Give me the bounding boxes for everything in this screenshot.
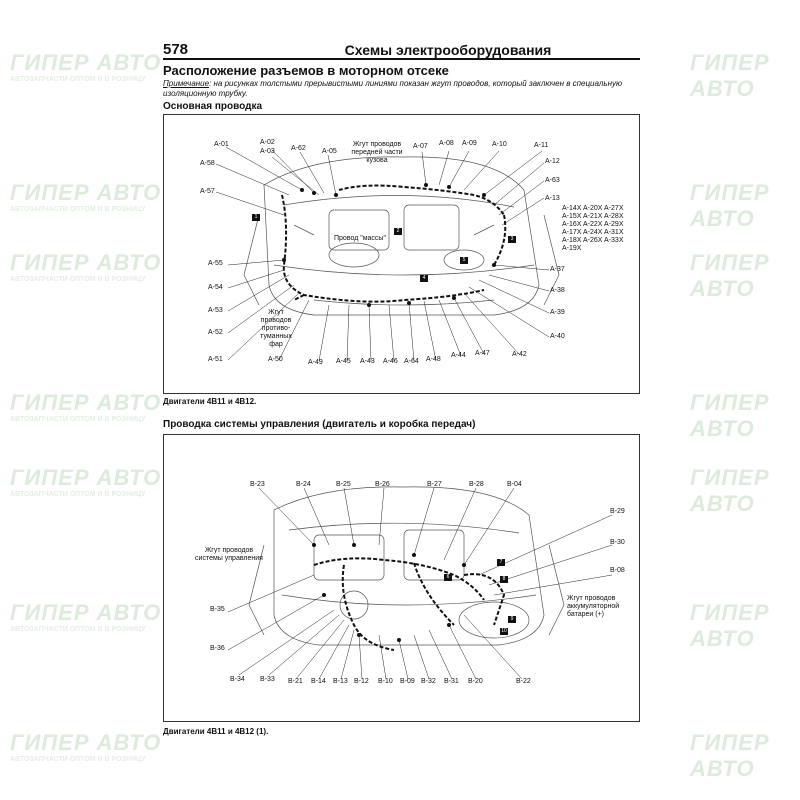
- connector-label: B-22: [516, 678, 531, 685]
- connector-label: A-44: [451, 352, 466, 359]
- watermark: ГИПЕР АВТО: [690, 50, 770, 101]
- connector-label: B-20: [468, 678, 483, 685]
- watermark: ГИПЕР АВТО: [690, 600, 770, 651]
- watermark: ГИПЕР АВТО: [690, 180, 770, 231]
- page-number: 578: [163, 41, 189, 58]
- connector-label: B-29: [610, 508, 625, 515]
- watermark: ГИПЕР АВТО: [690, 465, 770, 516]
- watermark: ГИПЕР АВТО АВТОЗАПЧАСТИ ОПТОМ И В РОЗНИЦУ: [10, 390, 162, 423]
- connector-label: B-28: [469, 481, 484, 488]
- connector-label: B-27: [427, 481, 442, 488]
- connector-label: A-05: [322, 148, 337, 155]
- connector-group-row: A-19X: [562, 245, 582, 252]
- figure2-diagram: [163, 434, 640, 722]
- connector-label: A-07: [413, 143, 428, 150]
- callout-tag: 10: [501, 628, 507, 634]
- connector-label: A-02: [260, 139, 275, 146]
- connector-label: B-34: [230, 676, 245, 683]
- watermark: ГИПЕР АВТО АВТОЗАПЧАСТИ ОПТОМ И В РОЗНИЦУ: [10, 180, 162, 213]
- connector-label: A-53: [208, 307, 223, 314]
- connector-label: A-11: [534, 142, 549, 149]
- connector-label: A-13: [545, 195, 560, 202]
- note: [163, 79, 640, 99]
- connector-label: A-50: [268, 356, 283, 363]
- connector-label: A-01: [214, 141, 229, 148]
- figure1-title: Основная проводка: [163, 101, 263, 112]
- watermark: ГИПЕР АВТО АВТОЗАПЧАСТИ ОПТОМ И В РОЗНИЦУ: [10, 50, 162, 83]
- connector-label: B-04: [507, 481, 522, 488]
- connector-label: B-32: [421, 678, 436, 685]
- connector-label: A-38: [550, 287, 565, 294]
- connector-label: B-08: [610, 567, 625, 574]
- connector-label: A-47: [475, 350, 490, 357]
- callout-tag: 2: [394, 228, 402, 235]
- connector-label: A-46: [383, 358, 398, 365]
- connector-label: A-64: [404, 358, 419, 365]
- watermark: ГИПЕР АВТО АВТОЗАПЧАСТИ ОПТОМ И В РОЗНИЦУ: [10, 730, 162, 763]
- watermark: ГИПЕР АВТО: [690, 730, 770, 781]
- connector-label: A-08: [439, 140, 454, 147]
- connector-label: A-58: [200, 160, 215, 167]
- connector-label: A-10: [492, 141, 507, 148]
- connector-label: A-52: [208, 329, 223, 336]
- connector-label: B-26: [375, 481, 390, 488]
- connector-label: A-37: [550, 266, 565, 273]
- watermark: ГИПЕР АВТО АВТОЗАПЧАСТИ ОПТОМ И В РОЗНИЦУ: [10, 250, 162, 283]
- front-body-harness-label: Жгут проводов передней части кузова: [351, 141, 403, 164]
- callout-tag: 8: [500, 576, 508, 583]
- ground-wire-label: Провод "массы": [334, 235, 386, 242]
- watermark: ГИПЕР АВТО: [690, 250, 770, 301]
- connector-label: B-33: [260, 676, 275, 683]
- connector-label: B-36: [210, 645, 225, 652]
- connector-label: B-31: [444, 678, 459, 685]
- connector-group-row: A-18X A-26X A-33X: [562, 237, 624, 244]
- connector-label: A-12: [545, 158, 560, 165]
- connector-label: B-12: [354, 678, 369, 685]
- connector-label: B-10: [378, 678, 393, 685]
- watermark: ГИПЕР АВТО АВТОЗАПЧАСТИ ОПТОМ И В РОЗНИЦУ: [10, 600, 162, 633]
- connector-label: A-57: [200, 188, 215, 195]
- note-text: : на рисунках толстыми прерывистыми линиями показан жгут проводов, который заключен в специальную изоляционную трубку.: [163, 79, 622, 98]
- connector-label: B-13: [333, 678, 348, 685]
- battery-harness-label: Жгут проводов аккумуляторной батареи (+): [567, 595, 620, 618]
- connector-group-row: A-14X A-20X A-27X: [562, 205, 624, 212]
- callout-tag: 6: [444, 574, 452, 581]
- connector-label: A-43: [360, 358, 375, 365]
- connector-label: A-62: [291, 145, 306, 152]
- connector-label: B-25: [336, 481, 351, 488]
- connector-label: A-45: [336, 358, 351, 365]
- connector-group-row: A-16X A-22X A-29X: [562, 221, 624, 228]
- connector-label: A-48: [426, 356, 441, 363]
- connector-label: A-39: [550, 309, 565, 316]
- connector-group-row: A-17X A-24X A-31X: [562, 229, 624, 236]
- header-divider: [163, 58, 640, 60]
- control-harness-label: Жгут проводов системы управления: [195, 547, 263, 562]
- connector-label: B-14: [311, 678, 326, 685]
- fog-lamp-harness-label: Жгут проводов противо-туманных фар: [260, 309, 292, 348]
- watermark: ГИПЕР АВТО АВТОЗАПЧАСТИ ОПТОМ И В РОЗНИЦУ: [10, 465, 162, 498]
- callout-tag: 1: [252, 214, 260, 221]
- connector-group-row: A-15X A-21X A-28X: [562, 213, 624, 220]
- figure2-title: Проводка системы управления (двигатель и коробка передач): [163, 419, 476, 430]
- connector-label: A-63: [545, 177, 560, 184]
- connector-label: A-51: [208, 356, 223, 363]
- connector-label: B-35: [210, 606, 225, 613]
- callout-tag: 3: [508, 236, 516, 243]
- connector-group-list: [562, 205, 623, 253]
- connector-label: A-42: [512, 351, 527, 358]
- callout-tag: 9: [508, 616, 516, 623]
- connector-label: B-23: [250, 481, 265, 488]
- connector-label: B-09: [400, 678, 415, 685]
- connector-label: A-55: [208, 260, 223, 267]
- connector-label: A-09: [462, 140, 477, 147]
- figure1-diagram: [163, 114, 640, 394]
- watermark: ГИПЕР АВТО: [690, 390, 770, 441]
- connector-label: B-21: [288, 678, 303, 685]
- section-title: Расположение разъемов в моторном отсеке: [163, 63, 449, 78]
- connector-label: A-54: [208, 284, 223, 291]
- connector-label: A-40: [550, 333, 565, 340]
- callout-tag: 4: [420, 275, 428, 282]
- figure2-caption: Двигатели 4B11 и 4B12 (1).: [163, 727, 269, 736]
- callout-tag: 5: [460, 257, 468, 264]
- page-header-title: Схемы электрооборудования: [344, 42, 552, 58]
- figure1-caption: Двигатели 4B11 и 4B12.: [163, 397, 257, 406]
- connector-label: A-03: [260, 148, 275, 155]
- connector-label: A-49: [308, 359, 323, 366]
- note-label: Примечание: [163, 79, 210, 88]
- callout-tag: 7: [497, 559, 505, 566]
- connector-label: B-24: [296, 481, 311, 488]
- connector-label: B-30: [610, 539, 625, 546]
